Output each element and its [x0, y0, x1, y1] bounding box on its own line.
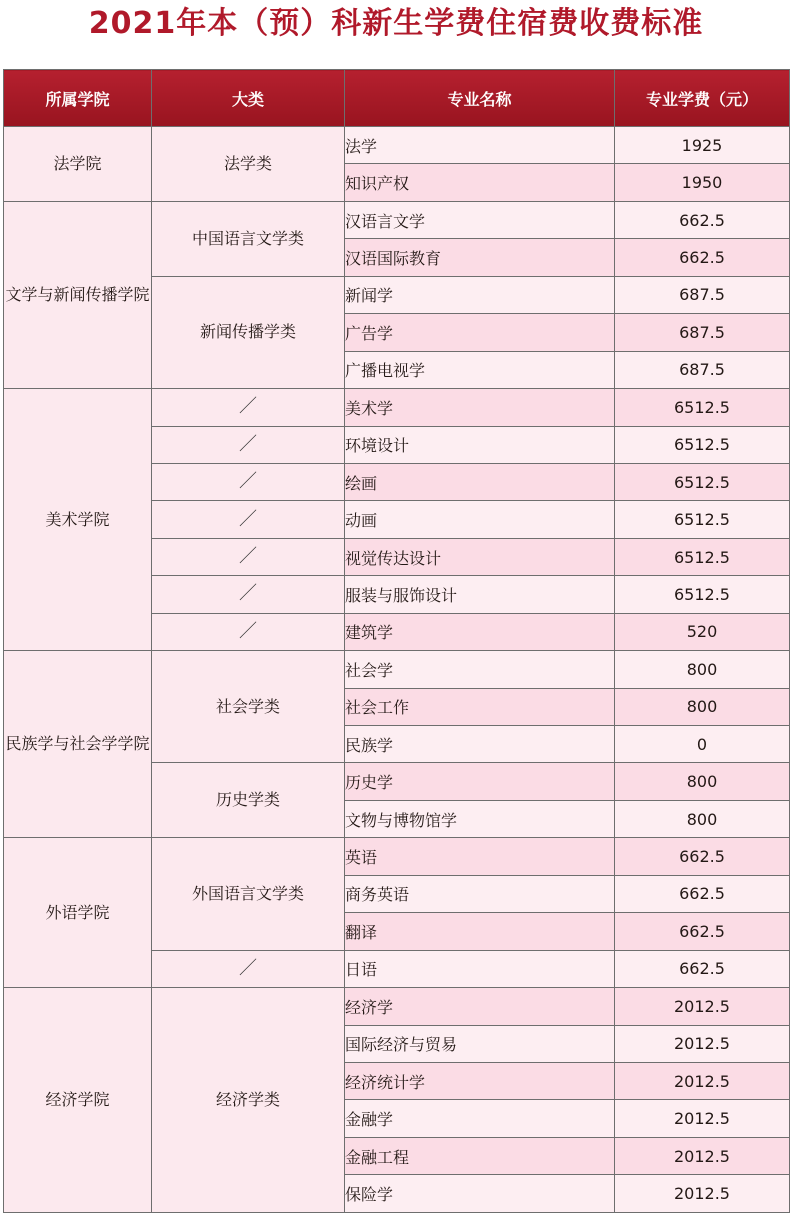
major-name-cell: 环境设计	[345, 426, 615, 463]
major-name-cell: 翻译	[345, 913, 615, 950]
category-cell	[152, 988, 345, 1213]
column-header-fee: 专业学费（元）	[615, 70, 790, 127]
category-label: 经济学类	[215, 1090, 280, 1110]
tuition-fee-cell: 6512.5	[615, 463, 790, 500]
major-name-cell: 社会学	[345, 651, 615, 688]
major-name-cell: 绘画	[345, 463, 615, 500]
tuition-fee-cell: 800	[615, 763, 790, 800]
major-name-cell: 法学	[345, 127, 615, 164]
college-cell: 民族学与社会学学院	[4, 651, 152, 838]
table-row	[4, 651, 790, 688]
college-cell: 美术学院	[4, 389, 152, 651]
category-label: ／	[239, 583, 257, 605]
tuition-fee-cell: 2012.5	[615, 1175, 790, 1213]
column-header-college: 所属学院	[4, 70, 152, 127]
college-cell: 法学院	[4, 127, 152, 202]
major-name-cell: 历史学	[345, 763, 615, 800]
college-cell: 文学与新闻传播学院	[4, 201, 152, 388]
major-name-cell: 建筑学	[345, 613, 615, 650]
category-cell	[152, 201, 345, 276]
category-cell	[152, 276, 345, 388]
college-cell: 经济学院	[4, 988, 152, 1213]
category-cell	[152, 613, 345, 650]
tuition-fee-cell: 662.5	[615, 875, 790, 912]
tuition-fee-cell: 800	[615, 651, 790, 688]
category-label: ／	[239, 620, 257, 642]
tuition-fee-cell: 687.5	[615, 351, 790, 388]
table-row	[4, 988, 790, 1025]
table-row	[4, 838, 790, 875]
category-cell	[152, 838, 345, 950]
major-name-cell: 知识产权	[345, 164, 615, 201]
category-label: ／	[239, 471, 257, 493]
tuition-fee-cell: 6512.5	[615, 389, 790, 426]
category-cell	[152, 950, 345, 987]
tuition-fee-cell: 2012.5	[615, 1062, 790, 1099]
category-cell	[152, 127, 345, 202]
major-name-cell: 经济统计学	[345, 1062, 615, 1099]
major-name-cell: 金融学	[345, 1100, 615, 1137]
category-label: ／	[239, 508, 257, 530]
category-label: ／	[239, 957, 257, 979]
tuition-fee-cell: 687.5	[615, 276, 790, 313]
major-name-cell: 汉语国际教育	[345, 239, 615, 276]
major-name-cell: 商务英语	[345, 875, 615, 912]
major-name-cell: 日语	[345, 950, 615, 987]
major-name-cell: 保险学	[345, 1175, 615, 1213]
tuition-fee-cell: 2012.5	[615, 988, 790, 1025]
major-name-cell: 文物与博物馆学	[345, 800, 615, 837]
category-cell	[152, 651, 345, 763]
column-header-category: 大类	[152, 70, 345, 127]
tuition-fee-cell: 1950	[615, 164, 790, 201]
table-header-row	[4, 70, 790, 127]
major-name-cell: 汉语言文学	[345, 201, 615, 238]
tuition-fee-cell: 662.5	[615, 913, 790, 950]
category-cell	[152, 389, 345, 426]
tuition-fee-cell: 6512.5	[615, 426, 790, 463]
tuition-fee-cell: 2012.5	[615, 1025, 790, 1062]
major-name-cell: 民族学	[345, 726, 615, 763]
tuition-fee-cell: 800	[615, 688, 790, 725]
tuition-fee-cell: 520	[615, 613, 790, 650]
category-label: 外国语言文学类	[191, 883, 304, 903]
category-label: 历史学类	[215, 790, 280, 810]
category-cell	[152, 426, 345, 463]
major-name-cell: 新闻学	[345, 276, 615, 313]
major-name-cell: 金融工程	[345, 1137, 615, 1174]
category-label: 中国语言文学类	[191, 228, 304, 248]
major-name-cell: 视觉传达设计	[345, 538, 615, 575]
table-body	[4, 127, 790, 1213]
fee-table	[3, 69, 790, 1213]
category-cell	[152, 538, 345, 575]
tuition-fee-cell: 6512.5	[615, 501, 790, 538]
college-cell: 外语学院	[4, 838, 152, 988]
table-row	[4, 127, 790, 164]
category-label: 法学类	[223, 153, 272, 173]
tuition-fee-cell: 2012.5	[615, 1100, 790, 1137]
major-name-cell: 服装与服饰设计	[345, 576, 615, 613]
category-cell	[152, 763, 345, 838]
category-label: ／	[239, 433, 257, 455]
page-title: 2021年本（预）科新生学费住宿费收费标准	[88, 6, 704, 41]
major-name-cell: 社会工作	[345, 688, 615, 725]
category-label: 社会学类	[215, 696, 280, 716]
category-cell	[152, 501, 345, 538]
major-name-cell: 国际经济与贸易	[345, 1025, 615, 1062]
tuition-fee-cell: 662.5	[615, 201, 790, 238]
tuition-fee-cell: 800	[615, 800, 790, 837]
tuition-fee-cell: 662.5	[615, 239, 790, 276]
category-label: 新闻传播学类	[199, 322, 296, 342]
major-name-cell: 经济学	[345, 988, 615, 1025]
major-name-cell: 动画	[345, 501, 615, 538]
category-label: ／	[239, 546, 257, 568]
category-cell	[152, 463, 345, 500]
major-name-cell: 广告学	[345, 314, 615, 351]
major-name-cell: 美术学	[345, 389, 615, 426]
tuition-fee-cell: 2012.5	[615, 1137, 790, 1174]
tuition-fee-cell: 687.5	[615, 314, 790, 351]
tuition-fee-cell: 662.5	[615, 838, 790, 875]
table-row	[4, 389, 790, 426]
tuition-fee-cell: 6512.5	[615, 576, 790, 613]
tuition-fee-cell: 6512.5	[615, 538, 790, 575]
table-row	[4, 201, 790, 238]
major-name-cell: 英语	[345, 838, 615, 875]
tuition-fee-cell: 0	[615, 726, 790, 763]
column-header-major: 专业名称	[345, 70, 615, 127]
category-label: ／	[239, 396, 257, 418]
category-cell	[152, 576, 345, 613]
tuition-fee-cell: 662.5	[615, 950, 790, 987]
major-name-cell: 广播电视学	[345, 351, 615, 388]
tuition-fee-cell: 1925	[615, 127, 790, 164]
